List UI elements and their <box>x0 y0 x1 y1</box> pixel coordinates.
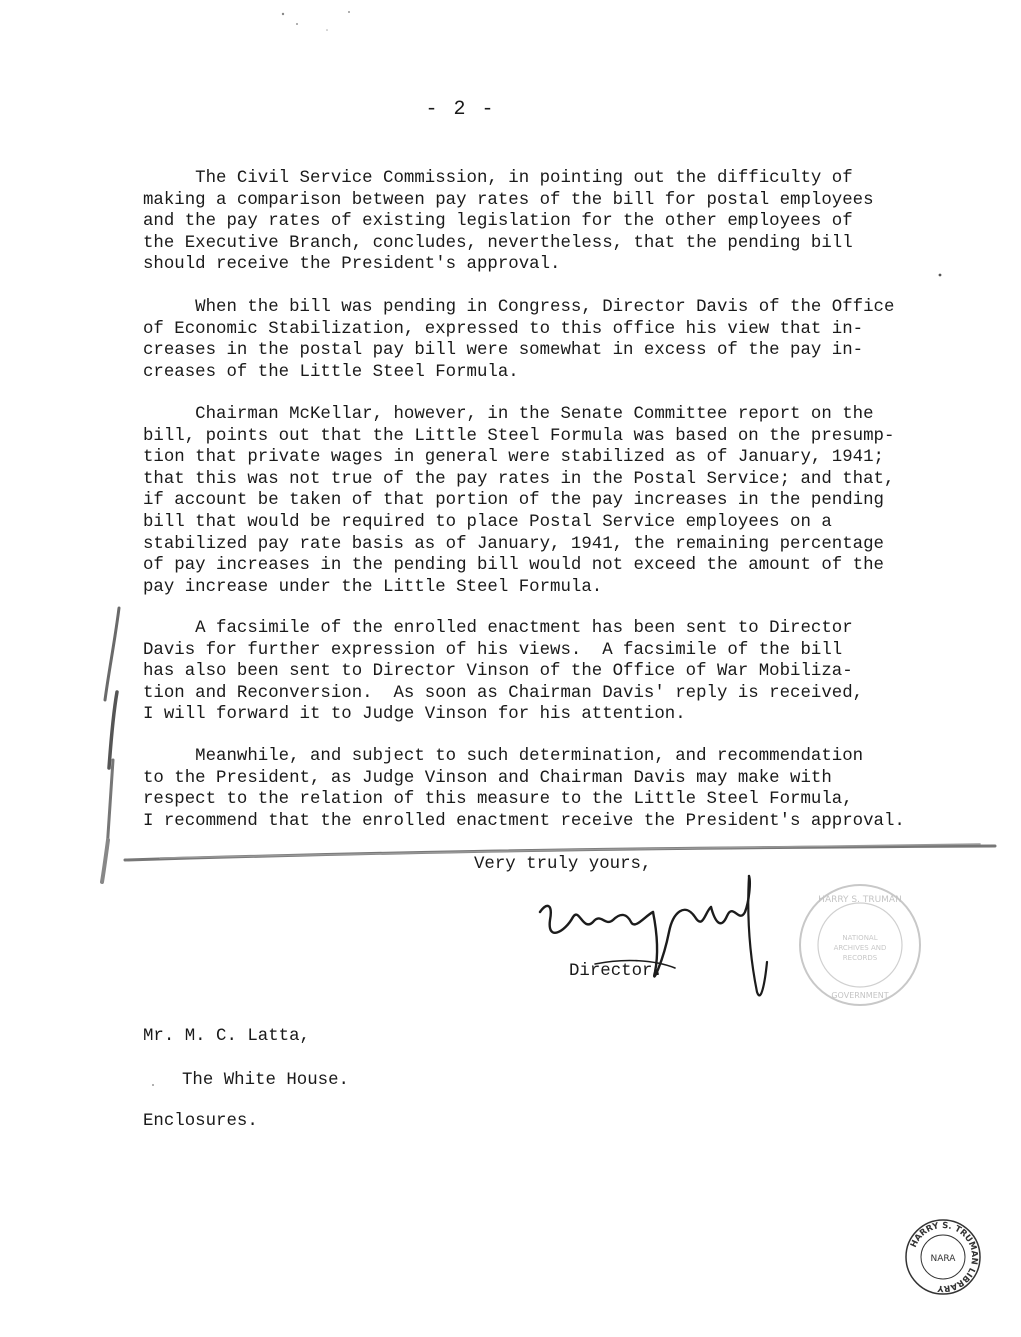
text-line: Chairman McKellar, however, in the Senate Committee report on the <box>143 405 874 424</box>
svg-text:GOVERNMENT: GOVERNMENT <box>831 991 889 1000</box>
library-nara-stamp <box>903 1217 983 1297</box>
recipient-organization: The White House. <box>182 1071 349 1090</box>
svg-text:HARRY S. TRUMAN: HARRY S. TRUMAN <box>818 895 902 905</box>
text-line: and the pay rates of existing legislation for the other employees of <box>143 212 853 232</box>
text-line: if account be taken of that portion of the pay increases in the pending <box>143 491 884 511</box>
text-line: Davis for further expression of his views. A facsimile of the bill <box>143 640 843 660</box>
text-line: creases of the Little Steel Formula. <box>143 362 519 382</box>
text-line: should receive the President's approval. <box>143 255 561 275</box>
text-line: creases in the postal pay bill were somewhat in excess of the pay in- <box>143 341 864 361</box>
text-line: has also been sent to Director Vinson of the Office of War Mobiliza- <box>143 662 853 682</box>
text-line: bill, points out that the Little Steel Formula was based on the presump- <box>143 426 895 446</box>
text-line: stabilized pay rate basis as of January, 1941, the remaining percentage <box>143 534 884 554</box>
page-number: - 2 - <box>425 98 496 121</box>
text-line: the Executive Branch, concludes, nevertheless, that the pending bill <box>143 233 853 253</box>
paragraph-recommendation <box>143 746 943 832</box>
paragraph-director-davis <box>143 297 943 383</box>
svg-text:NATIONAL: NATIONAL <box>842 934 878 942</box>
closing: Very truly yours, <box>474 855 652 874</box>
svg-text:ARCHIVES AND: ARCHIVES AND <box>833 944 887 952</box>
paragraph-civil-service <box>143 168 943 276</box>
text-line: to the President, as Judge Vinson and Chairman Davis may make with <box>143 768 832 788</box>
text-line: The Civil Service Commission, in pointing out the difficulty of <box>143 169 853 188</box>
text-line: of Economic Stabilization, expressed to this office his view that in- <box>143 319 864 339</box>
svg-text:NARA: NARA <box>930 1254 956 1264</box>
text-line: I recommend that the enrolled enactment receive the President's approval. <box>143 811 905 831</box>
svg-text:RECORDS: RECORDS <box>842 954 878 962</box>
text-line: respect to the relation of this measure to the Little Steel Formula, <box>143 790 853 810</box>
text-line: tion that private wages in general were stabilized as of January, 1941; <box>143 448 884 468</box>
enclosures-note: Enclosures. <box>143 1112 258 1131</box>
paragraph-facsimile <box>143 618 943 726</box>
text-line: of pay increases in the pending bill would not exceed the amount of the <box>143 556 884 576</box>
paragraph-chairman-mckellar <box>143 404 943 598</box>
archive-seal-stamp <box>795 880 925 1010</box>
text-line: I will forward it to Judge Vinson for his attention. <box>143 705 686 725</box>
text-line: Meanwhile, and subject to such determination, and recommendation <box>143 747 864 766</box>
text-line: tion and Reconversion. As soon as Chairman Davis' reply is received, <box>143 683 864 703</box>
text-line: pay increase under the Little Steel Formula. <box>143 577 603 597</box>
signature-title: Director. <box>569 962 663 981</box>
handwritten-signature <box>535 872 795 1012</box>
text-line: that this was not true of the pay rates in the Postal Service; and that, <box>143 469 895 489</box>
svg-text:HARRY S. TRUMAN LIBRARY: HARRY S. TRUMAN LIBRARY <box>908 1220 980 1294</box>
text-line: A facsimile of the enrolled enactment has been sent to Director <box>143 619 853 638</box>
text-line: When the bill was pending in Congress, Director Davis of the Office <box>143 298 895 317</box>
text-line: bill that would be required to place Postal Service employees on a <box>143 512 832 532</box>
text-line: making a comparison between pay rates of the bill for postal employees <box>143 190 874 210</box>
recipient-name: Mr. M. C. Latta, <box>143 1027 310 1046</box>
